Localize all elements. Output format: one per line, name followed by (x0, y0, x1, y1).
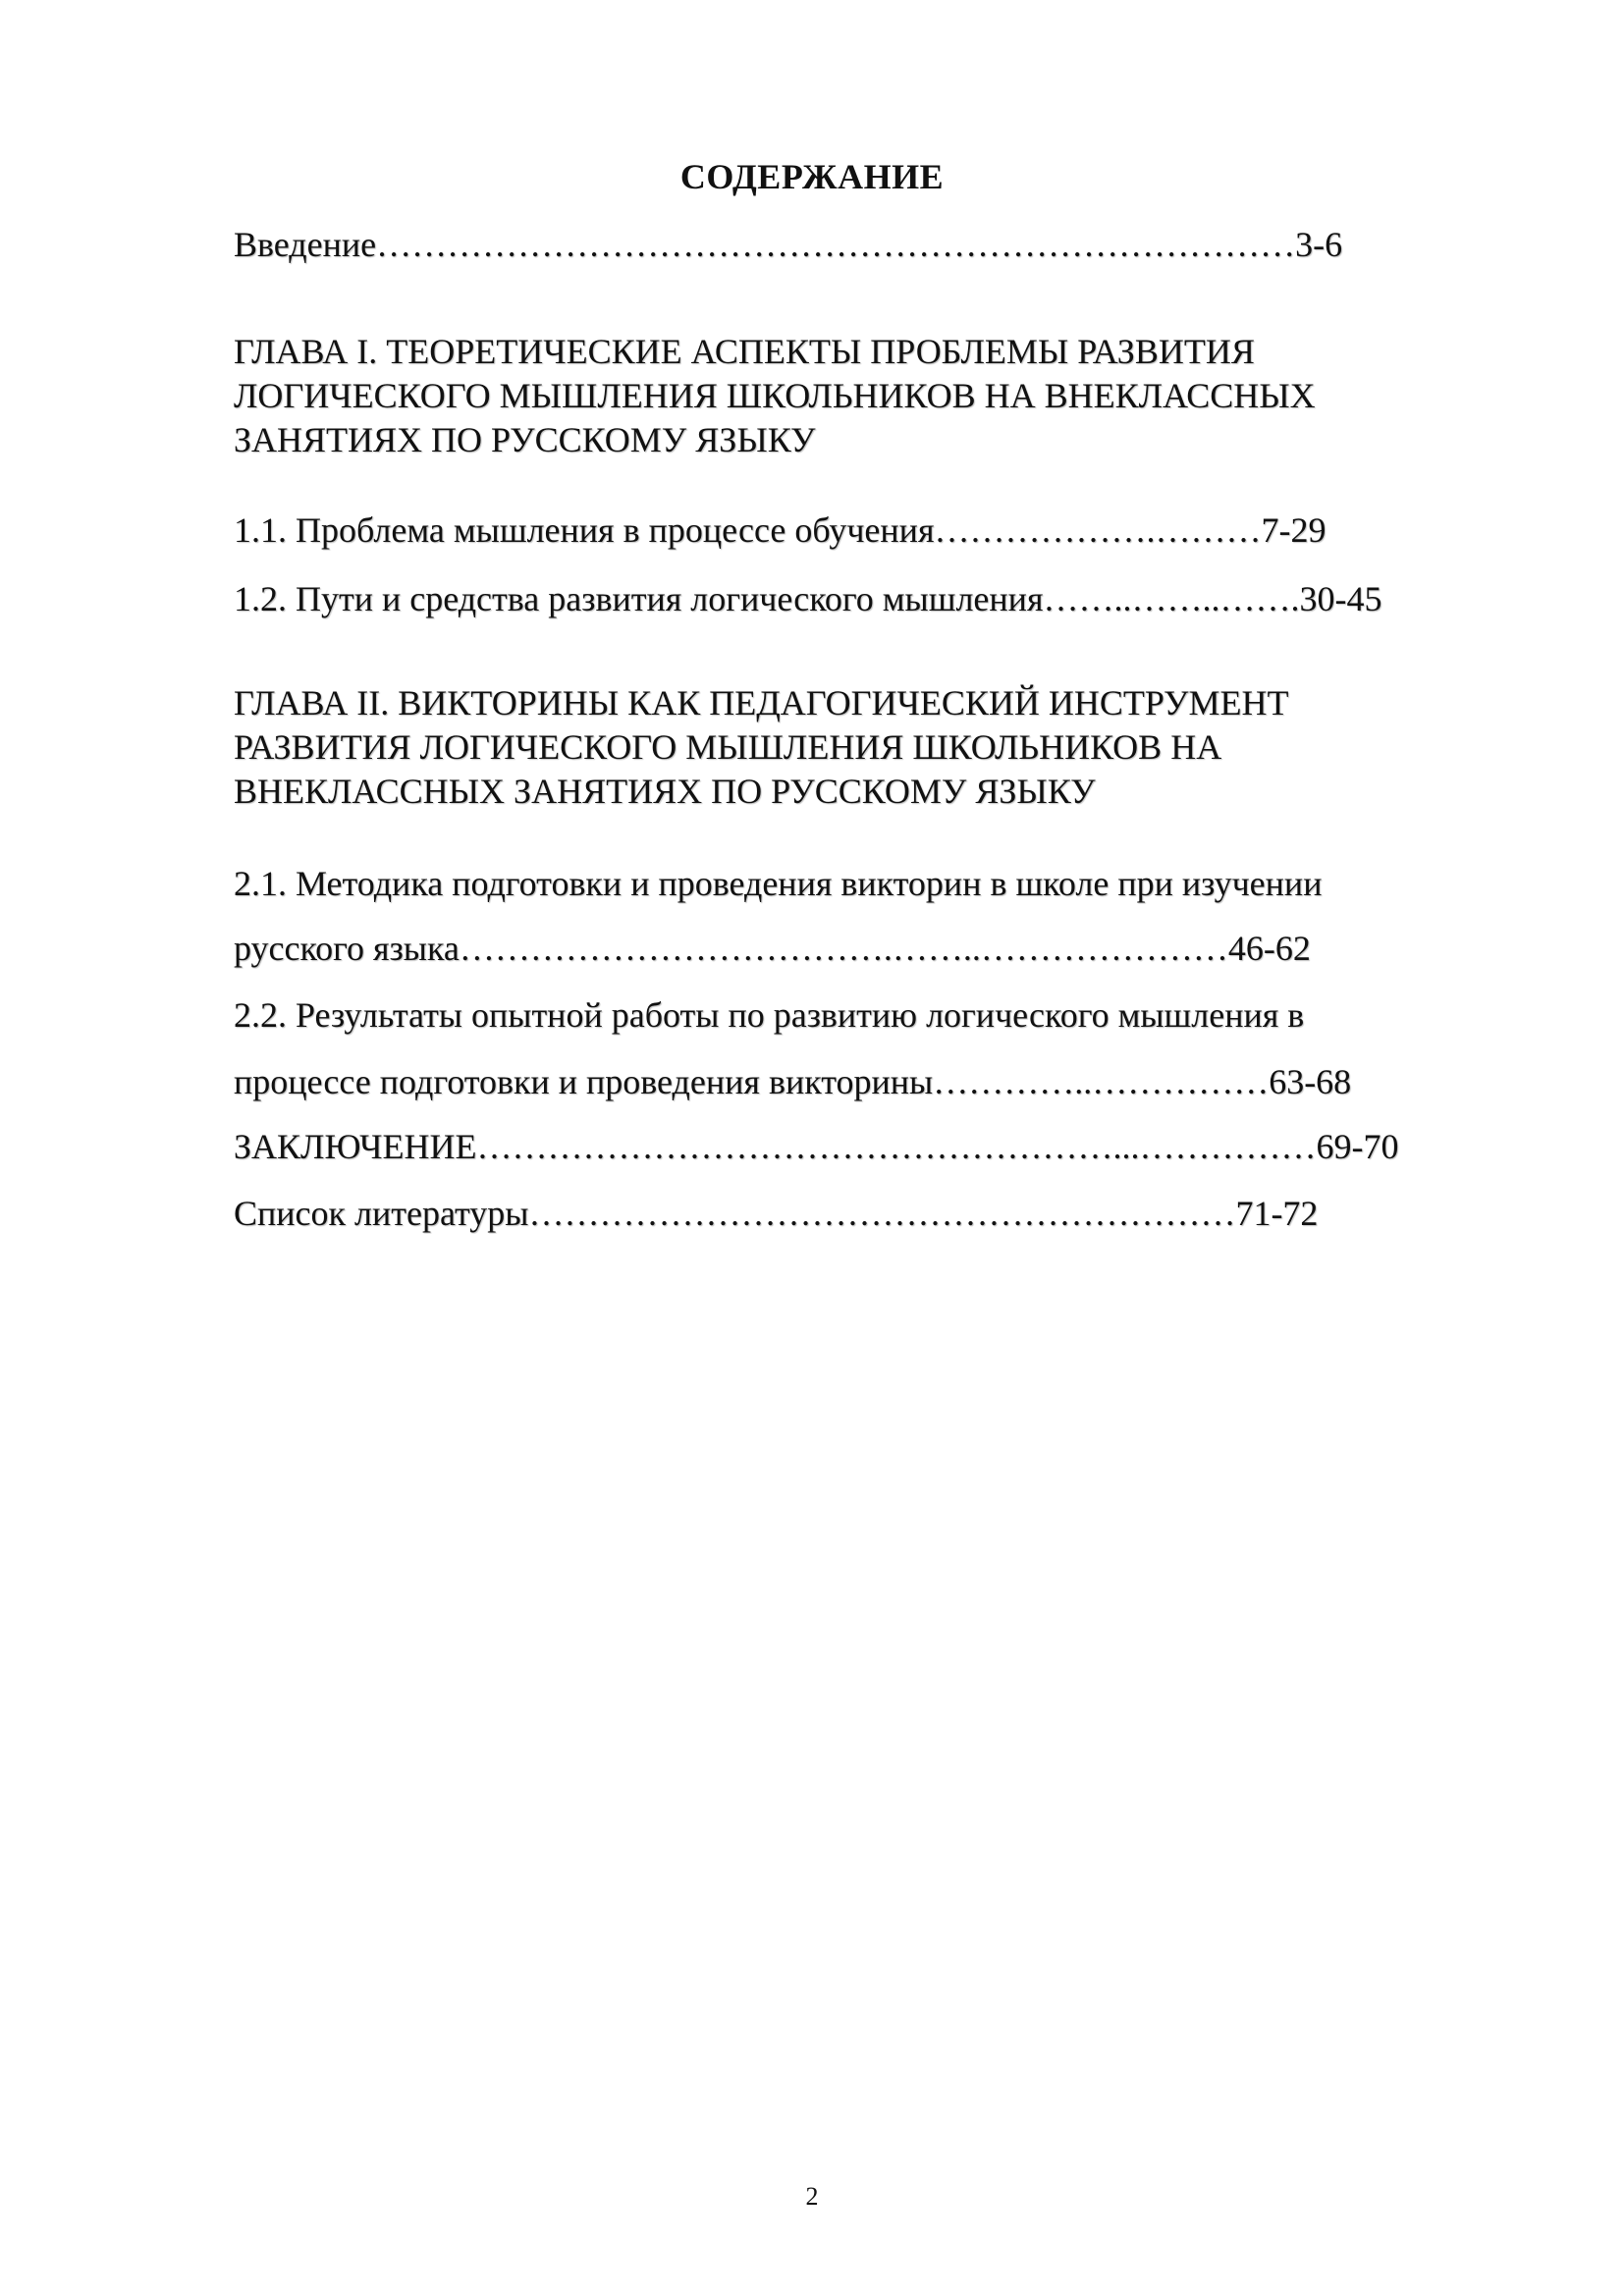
toc-section-1-1: 1.1. Проблема мышления в процессе обучения……………….………7-29 (234, 510, 1326, 550)
toc-chapter-1-heading (234, 330, 1481, 462)
chapter-2-line-1: ГЛАВА II. ВИКТОРИНЫ КАК ПЕДАГОГИЧЕСКИЙ ИНСТРУМЕНТ (234, 683, 1289, 722)
chapter-2-line-3: ВНЕКЛАССНЫХ ЗАНЯТИЯХ ПО РУССКОМУ ЯЗЫКУ (234, 772, 1096, 811)
chapter-1-line-1: ГЛАВА I. ТЕОРЕТИЧЕСКИЕ АСПЕКТЫ ПРОБЛЕМЫ РАЗВИТИЯ (234, 332, 1255, 371)
toc-section-2-2-line-1: 2.2. Результаты опытной работы по развитию логического мышления в (234, 995, 1305, 1035)
toc-section-2-2-line-2: процессе подготовки и проведения викторины…………..……………63-68 (234, 1062, 1352, 1101)
page-number: 2 (805, 2182, 819, 2211)
toc-introduction: Введение……………………………………………………………………3-6 (234, 225, 1343, 264)
page-title: СОДЕРЖАНИЕ (679, 157, 945, 196)
chapter-1-line-2: ЛОГИЧЕСКОГО МЫШЛЕНИЯ ШКОЛЬНИКОВ НА ВНЕКЛАССНЫХ (234, 376, 1316, 415)
toc-chapter-2-heading (234, 681, 1481, 814)
toc-section-1-2: 1.2. Пути и средства развития логического мышления……..……..…….30-45 (234, 579, 1382, 618)
toc-conclusion: ЗАКЛЮЧЕНИЕ………………………………………………...……………69-70 (234, 1127, 1399, 1166)
toc-section-2-1-line-2: русского языка……………………………….……..…………………46-62 (234, 929, 1311, 968)
chapter-1-line-3: ЗАНЯТИЯХ ПО РУССКОМУ ЯЗЫКУ (234, 420, 816, 459)
toc-section-2-1-line-1: 2.1. Методика подготовки и проведения викторин в школе при изучении (234, 864, 1323, 903)
toc-references: Список литературы……………………………………………………71-72 (234, 1194, 1319, 1233)
chapter-2-line-2: РАЗВИТИЯ ЛОГИЧЕСКОГО МЫШЛЕНИЯ ШКОЛЬНИКОВ НА (234, 727, 1222, 767)
